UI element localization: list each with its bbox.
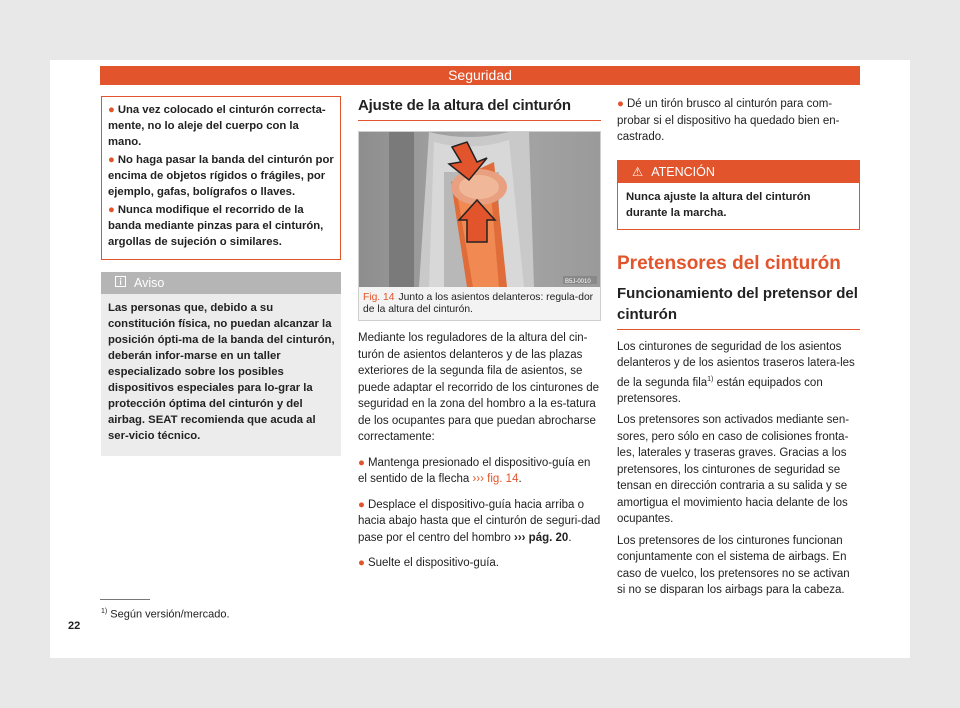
figure-label: Fig. 14 [363, 292, 395, 303]
atencion-header [618, 161, 859, 183]
bullet-icon: ● [358, 557, 365, 569]
intro-paragraph: Mediante los reguladores de la altura del cin-turón de asientos delanteros y de las plazas exteriores de la segunda fila de asientos, se puede adaptar el recorrido de los cinturones de seguridad en la zona del hombro a la es-tatura de los ocupantes para que puedan abrocharse correctamente: [358, 332, 600, 443]
figure-code: B5J-0010 [565, 279, 591, 285]
bullet-icon: ● [108, 104, 115, 116]
paragraph: Los pretensores de los cinturones funcionan conjuntamente con el sistema de airbags. En caso de vuelco, los pretensores no se activan si no se disparan los airbags para la cabeza. [617, 534, 850, 597]
aviso-title: Aviso [134, 276, 165, 290]
section-heading: Ajuste de la altura del cinturón [358, 96, 601, 121]
warning-item: ● Una vez colocado el cinturón correcta-mente, no lo aleje del cuerpo con la mano. [108, 104, 326, 148]
figure-link[interactable]: ››› fig. 14 [472, 473, 519, 485]
atencion-title: ATENCIÓN [651, 164, 715, 179]
chapter-title: Pretensores del cinturón [617, 252, 841, 274]
warning-list [101, 96, 341, 260]
bullet-icon: ● [358, 498, 365, 511]
step-item: ● Suelte el dispositivo-guía. [358, 557, 500, 569]
footnote-divider [100, 599, 150, 600]
bullet-icon: ● [617, 98, 624, 110]
step-item: ● Dé un tirón brusco al cinturón para com-probar si el dispositivo ha quedado bien en-castrado. [617, 98, 840, 143]
info-icon [115, 272, 126, 294]
paragraph: Los pretensores son activados mediante sen-sores, pero sólo en caso de colisiones fronta-les, laterales y traseras graves. Gracias a los pretensores, los cinturones de seguridad se tensan en dirección contraria a su salida y se amortigua el movimiento hacia delante de los ocupantes. [617, 414, 850, 526]
footnote: $^{1)}$ Según versión/mercado. [101, 608, 230, 621]
figure-caption: Fig. 14 Junto a los asientos delanteros: regula-dor de la altura del cinturón. [359, 287, 600, 320]
step-item: ● Desplace el dispositivo-guía hacia arriba o hacia abajo hasta que el cinturón de seguri-dad pase por el centro del hombro ››› pág. 20. [358, 498, 601, 544]
column-right [617, 96, 860, 599]
atencion-text: Nunca ajuste la altura del cinturón durante la marcha. [626, 190, 811, 219]
footnote-ref[interactable]: 1) [707, 375, 714, 383]
step-item: ● Mantenga presionado el dispositivo-guía en el sentido de la flecha ››› fig. 14. [358, 456, 591, 485]
aviso-header [101, 272, 341, 294]
figure-14 [358, 131, 601, 321]
column-middle [358, 96, 601, 572]
section-heading: Funcionamiento del pretensor del cinturón [617, 283, 860, 330]
warning-item: ● No haga pasar la banda del cinturón por encima de objetos rígidos o frágiles, por ejemplo, gafas, bolígrafos o llaves. [108, 154, 334, 198]
chapter-header: Seguridad [100, 66, 860, 85]
column-left [101, 96, 341, 456]
aviso-text: Las personas que, debido a su constitución física, no puedan alcanzar la posición ópti-ma de la banda del cinturón, deberán infor-marse en un taller especializado sobre los posibles dispositivos especiales para lo-grar la protección óptima del cinturón y del airbag. SEAT recomienda que acuda al ser-vicio técnico. [108, 302, 335, 442]
atencion-box [617, 160, 860, 230]
belt-height-adjuster-illustration [359, 132, 600, 287]
bullet-icon: ● [108, 154, 115, 166]
page-link[interactable]: ››› pág. 20 [514, 531, 569, 544]
bullet-icon: ● [358, 456, 365, 469]
page-number: 22 [68, 620, 81, 632]
paragraph: Los cinturones de seguridad de los asientos delanteros y de los asientos traseros latera-les de la segunda fila$^{1)}$ están equipados con pretensores. [617, 340, 855, 405]
warning-triangle-icon: ⚠ [632, 164, 644, 179]
aviso-box [101, 272, 341, 456]
warning-item: ● Nunca modifique el recorrido de la banda mediante pinzas para el cinturón, argollas de sujeción o similares. [108, 204, 324, 248]
bullet-icon: ● [108, 204, 115, 216]
